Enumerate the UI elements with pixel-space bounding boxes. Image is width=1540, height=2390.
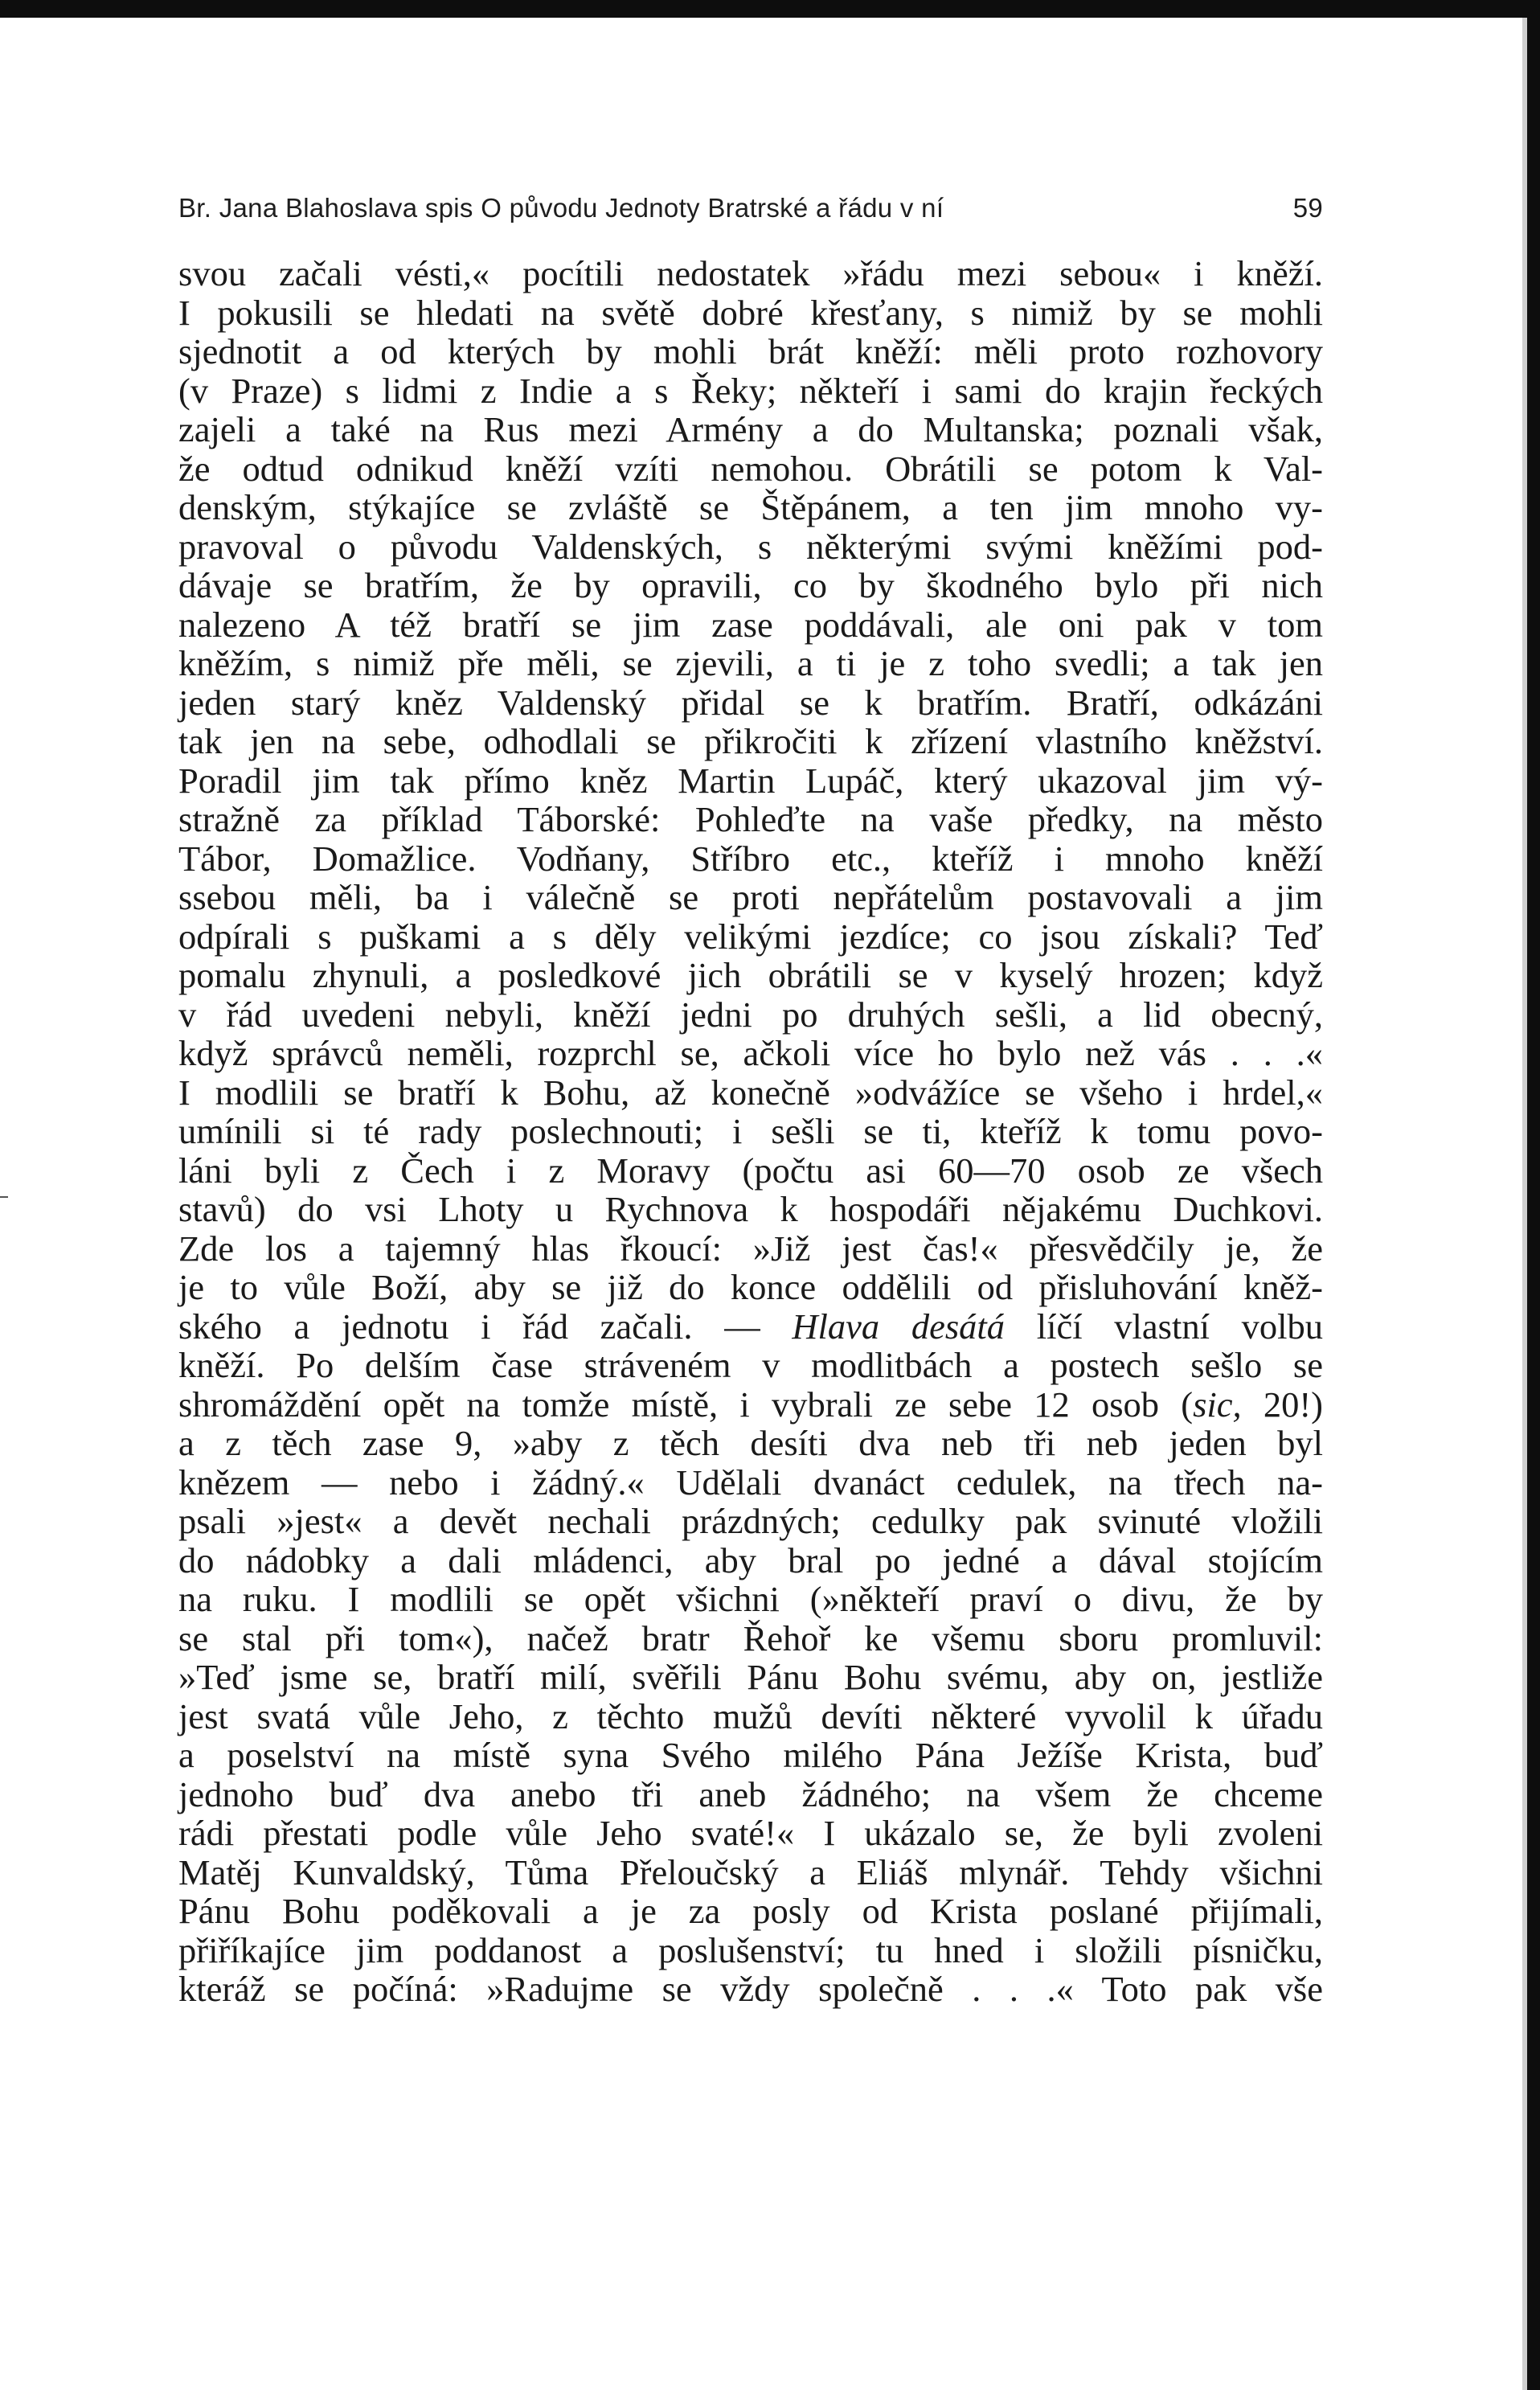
text-line: psali »jest« a devět nechali prázdných; cedulky pak svinuté vložili [178,1501,1323,1541]
text-line: odpírali s puškami a s děly velikými jezdíce; co jsou získali? Teď [178,916,1323,957]
text-line: stražně za příklad Táborské: Pohleďte na vaše předky, na město [178,799,1323,839]
text-line: jest svatá vůle Jeho, z těchto mužů devíti některé vyvolil k úřadu [178,1695,1323,1736]
running-head [178,193,1323,223]
text-line: Poradil jim tak přímo kněz Martin Lupáč, který ukazoval jim vý- [178,760,1323,801]
text-line: nalezeno A též bratří se jim zase poddávali, ale oni pak v tom [178,604,1323,645]
running-head-title: Br. Jana Blahoslava spis O původu Jednoty Bratrské a řádu v ní [178,193,944,223]
text-line: denským, stýkajíce se zvláště se Štěpánem, a ten jim mnoho vy- [178,487,1323,527]
text-line: rádi přestati podle vůle Jeho svaté!« I ukázalo se, že byli zvoleni [178,1813,1323,1853]
text-line: zajeli a také na Rus mezi Armény a do Multanska; poznali však, [178,409,1323,449]
text-line: přiříkajíce jim poddanost a poslušenství; tu hned i složili písničku, [178,1929,1323,1970]
text-line: pravoval o původu Valdenských, s některými svými kněžími pod- [178,526,1323,567]
text-line: kněžím, s nimiž pře měli, se zjevili, a ti je z toho svedli; a tak jen [178,643,1323,683]
text-line: sjednotit a od kterých by mohli brát kněží: měli proto rozhovory [178,331,1323,371]
text-line: dávaje se bratřím, že by opravili, co by škodného bylo při nich [178,565,1323,605]
italic-run: sic, [1193,1384,1242,1425]
text-line: pomalu zhynuli, a posledkové jich obrátili se v kyselý hrozen; když [178,955,1323,995]
text-line: kněží. Po delším čase stráveném v modlitbách a postech sešlo se [178,1345,1323,1385]
text-line: kteráž se počíná: »Radujme se vždy společně . . .« Toto pak vše [178,1969,1323,2009]
text-line: Pánu Bohu poděkovali a je za posly od Krista poslané přijímali, [178,1891,1323,1931]
text-line: do nádobky a dali mládenci, aby bral po jedné a dával stojícím [178,1539,1323,1580]
text-line: Matěj Kunvaldský, Tůma Přeloučský a Eliáš mlynář. Tehdy všichni [178,1851,1323,1892]
text-line: v řád uvedeni nebyli, kněží jedni po druhých sešli, a lid obecný, [178,994,1323,1035]
text-line: láni byli z Čech i z Moravy (počtu asi 60—70 osob ze všech [178,1150,1323,1191]
italic-run: Hlava desátá [792,1306,1006,1347]
text-line: ssebou měli, ba i válečně se proti nepřátelům postavovali a jim [178,877,1323,917]
text-line: a z těch zase 9, »aby z těch desíti dva neb tři neb jeden byl [178,1423,1323,1463]
text-line: že odtud odnikud kněží vzíti nemohou. Obrátili se potom k Val- [178,448,1323,489]
text-line: tak jen na sebe, odhodlali se přikročiti k zřízení vlastního kněžství. [178,721,1323,761]
text-run: líčí vlastní volbu [1005,1306,1323,1347]
text-line: když správců neměli, rozprchl se, ačkoli více ho bylo než vás . . .« [178,1033,1323,1073]
text-line: knězem — nebo i žádný.« Udělali dvanáct cedulek, na třech na- [178,1461,1323,1502]
text-line: stavů) do vsi Lhoty u Rychnova k hospodáři nějakému Duchkovi. [178,1189,1323,1229]
text-line: (v Praze) s lidmi z Indie a s Řeky; někteří i sami do krajin řeckých [178,370,1323,411]
text-line: svou začali vésti,« pocítili nedostatek »řádu mezi sebou« i kněží. [178,253,1323,293]
text-line: Tábor, Domažlice. Vodňany, Stříbro etc., kteříž i mnoho kněží [178,838,1323,879]
scan-border-right [1527,0,1540,2390]
body-text [178,254,1323,2009]
page-number: 59 [1292,193,1323,223]
book-page [178,193,1323,2009]
text-line: I pokusili se hledati na světě dobré křesťany, s nimiž by se mohli [178,292,1323,333]
text-line: jednoho buď dva anebo tři aneb žádného; na všem že chceme [178,1773,1323,1814]
text-line: na ruku. I modlili se opět všichni (»někteří praví o divu, že by [178,1579,1323,1619]
text-run: ského a jednotu i řád začali. — [178,1306,793,1347]
text-line: umínili si té rady poslechnouti; i sešli se ti, kteříž k tomu povo- [178,1111,1323,1151]
scan-margin-mark [0,1196,8,1198]
scan-border-top [0,0,1540,18]
text-line: jeden starý kněz Valdenský přidal se k bratřím. Bratří, odkázáni [178,682,1323,723]
text-run: 20!) [1241,1384,1324,1425]
text-line [178,1385,1323,1425]
text-line: »Teď jsme se, bratří milí, svěřili Pánu Bohu svému, aby on, jestliže [178,1657,1323,1697]
text-run: shromáždění opět na tomže místě, i vybrali ze sebe 12 osob ( [178,1384,1194,1425]
text-line: se stal při tom«), načež bratr Řehoř ke všemu sboru promluvil: [178,1617,1323,1658]
text-line [178,1307,1323,1347]
text-line: Zde los a tajemný hlas řkoucí: »Již jest čas!« přesvědčily je, že [178,1228,1323,1269]
text-line: je to vůle Boží, aby se již do konce oddělili od přisluhování kněž- [178,1267,1323,1307]
scan-border-shadow [1522,18,1527,2390]
text-line: a poselství na místě syna Svého milého Pána Ježíše Krista, buď [178,1735,1323,1775]
text-line: I modlili se bratří k Bohu, až konečně »odvážíce se všeho i hrdel,« [178,1072,1323,1113]
